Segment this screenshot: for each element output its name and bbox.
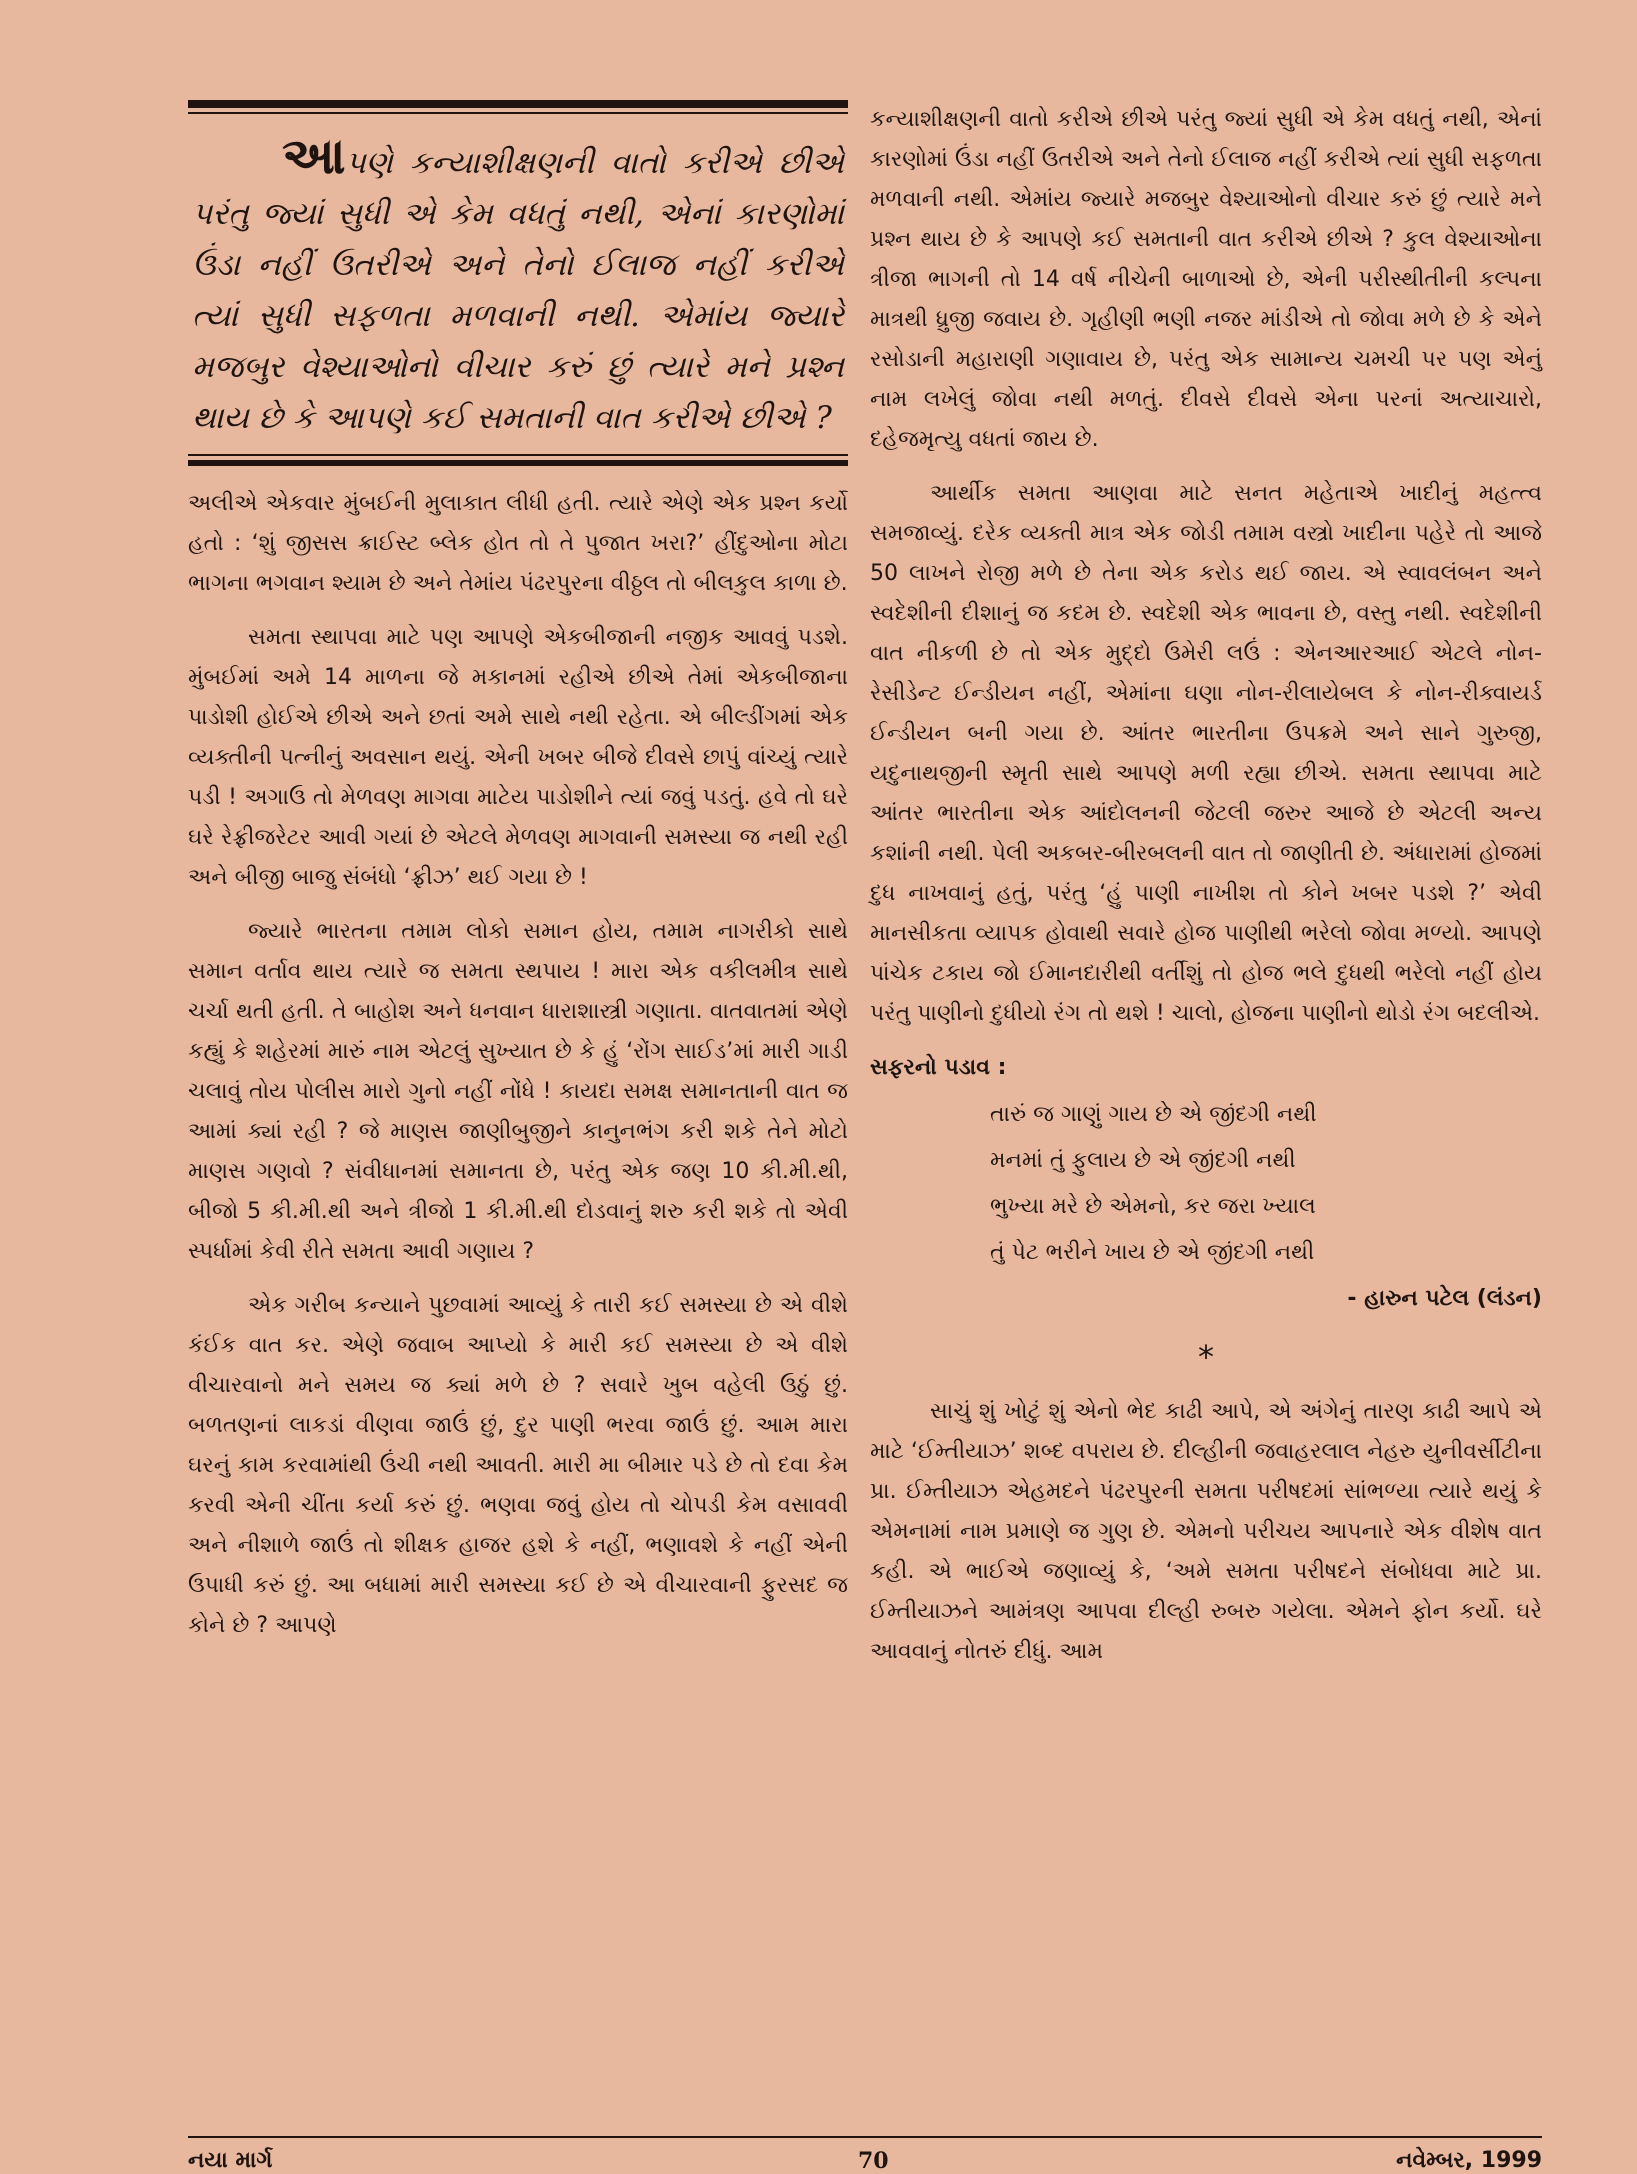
left-paragraph-1: અલીએ એકવાર મુંબઈની મુલાકાત લીધી હતી. ત્યારે એણે એક પ્રશ્ન કર્યો હતો : ‘શું જીસસ ક્રાઈસ્ટ બ્લેક હોત તો તે પુજાત ખરા?’ હીંદુઓના મોટા ભાગના ભગવાન શ્યામ છે અને તેમાંય પંઢરપુરના વીઠ્ઠલ તો બીલકુલ કાળા છે.: [188, 491, 848, 596]
footer-rule: [188, 2136, 1542, 2138]
footer-page-number: 70: [858, 2148, 889, 2174]
left-paragraph-4: એક ગરીબ કન્યાને પુછવામાં આવ્યું કે તારી કઈ સમસ્યા છે એ વીશે કંઈક વાત કર. એણે જવાબ આપ્યો કે મારી કઈ સમસ્યા છે એ વીશે વીચારવાનો મને સમય જ ક્યાં મળે છે ? સવારે ખુબ વહેલી ઉઠું છું. બળતણનાં લાકડાં વીણવા જાઉં છું, દુર પાણી ભરવા જાઉં છું. આમ મારા ઘરનું કામ કરવામાંથી ઉંચી નથી આવતી. મારી મા બીમાર પડે છે તો દવા કેમ કરવી એની ચીંતા કર્યા કરું છું. ભણવા જવું હોય તો ચોપડી કેમ વસાવવી અને નીશાળે જાઉં તો શીક્ષક હાજર હશે કે નહીં, ભણાવશે કે નહીં એની ઉપાધી કરું છું. આ બધામાં મારી સમસ્યા કઈ છે એ વીચારવાની ફુરસદ જ કોને છે ? આપણે: [188, 1293, 848, 1638]
footer-magazine-name: નયા માર્ગ: [188, 2148, 273, 2173]
poem-author: - હારુન પટેલ (લંડન): [1347, 1286, 1542, 1311]
right-paragraph-2: આર્થીક સમતા આણવા માટે સનત મહેતાએ ખાદીનું મહત્ત્વ સમજાવ્યું. દરેક વ્યક્તી માત્ર એક જોડી તમામ વસ્ત્રો ખાદીના પહેરે તો આજે 50 લાખને રોજી મળે છે તેના એક કરોડ થઈ જાય. એ સ્વાવલંબન અને સ્વદેશીની દીશાનું જ કદમ છે. સ્વદેશી એક ભાવના છે, વસ્તુ નથી. સ્વદેશીની વાત નીકળી છે તો એક મુદ્દો ઉમેરી લઉં : એનઆરઆઈ એટલે નોન-રેસીડેન્ટ ઈન્ડીયન નહીં, એમાંના ઘણા નોન-રીલાયેબલ કે નોન-રીક્વાયર્ડ ઈન્ડીયન બની ગયા છે. આંતર ભારતીના ઉપક્રમે અને સાને ગુરુજી, યદુનાથજીની સ્મૃતી સાથે આપણે મળી રહ્યા છીએ. સમતા સ્થાપવા માટે આંતર ભારતીના એક આંદોલનની જેટલી જરુર આજે છે એટલી અન્ય કશાંની નથી. પેલી અકબર-બીરબલની વાત તો જાણીતી છે. અંધારામાં હોજમાં દુધ નાખવાનું હતું, પરંતુ ‘હું પાણી નાખીશ તો કોને ખબર પડશે ?’ એવી માનસીકતા વ્યાપક હોવાથી સવારે હોજ પાણીથી ભરેલો જોવા મળ્યો. આપણે પાંચેક ટકાય જો ઈમાનદારીથી વર્તીશું તો હોજ ભલે દુધથી ભરેલો નહીં હોય પરંતુ પાણીનો દુધીયો રંગ તો થશે ! ચાલો, હોજના પાણીનો થોડો રંગ બદલીએ.: [870, 481, 1542, 1026]
poem-line: મનમાં તું ફુલાય છે એ જીંદગી નથી: [990, 1148, 1296, 1173]
pull-quote-top-thin-rule: [188, 112, 848, 114]
poem-line: તારું જ ગાણું ગાય છે એ જીંદગી નથી: [990, 1102, 1317, 1127]
poem-line: ભુખ્યા મરે છે એમનો, કર જરા ખ્યાલ: [990, 1194, 1316, 1219]
right-paragraph-3: સાચું શું ખોટું શું એનો ભેદ કાઢી આપે, એ અંગેનું તારણ કાઢી આપે એ માટે ‘ઈમ્તીયાઝ’ શબ્દ વપરાય છે. દીલ્હીની જવાહરલાલ નેહરુ યુનીવર્સીટીના પ્રા. ઈમ્તીયાઝ એહમદને પંઢરપુરની સમતા પરીષદમાં સાંભળ્યા ત્યારે થયું કે એમનામાં નામ પ્રમાણે જ ગુણ છે. એમનો પરીચય આપનારે એક વીશેષ વાત કહી. એ ભાઈએ જણાવ્યું કે, ‘અમે સમતા પરીષદને સંબોધવા માટે પ્રા. ઈમ્તીયાઝને આમંત્રણ આપવા દીલ્હી રુબરુ ગયેલા. એમને ફોન કર્યો. ઘરે આવવાનું નોતરું દીધું. આમ: [870, 1399, 1542, 1664]
left-column: [188, 100, 848, 1660]
left-paragraph-3: જ્યારે ભારતના તમામ લોકો સમાન હોય, તમામ નાગરીકો સાથે સમાન વર્તાવ થાય ત્યારે જ સમતા સ્થપાય ! મારા એક વકીલમીત્ર સાથે ચર્ચા થતી હતી. તે બાહોશ અને ધનવાન ધારાશાસ્ત્રી ગણાતા. વાતવાતમાં એણે કહ્યું કે શહેરમાં મારું નામ એટલું સુખ્યાત છે કે હું ‘રોંગ સાઈડ’માં મારી ગાડી ચલાવું તોય પોલીસ મારો ગુનો નહીં નોંધે ! કાયદા સમક્ષ સમાનતાની વાત જ આમાં ક્યાં રહી ? જે માણસ જાણીબુજીને કાનુનભંગ કરી શકે તેને મોટો માણસ ગણવો ? સંવીધાનમાં સમાનતા છે, પરંતુ એક જણ 10 કી.મી.થી, બીજો 5 કી.મી.થી અને ત્રીજો 1 કી.મી.થી દોડવાનું શરુ કરી શકે તો એવી સ્પર્ધામાં કેવી રીતે સમતા આવી ગણાય ?: [188, 919, 848, 1264]
poem-line: તું પેટ ભરીને ખાય છે એ જીંદગી નથી: [990, 1240, 1315, 1265]
pull-quote-top-rule: [188, 100, 848, 108]
pull-quote-bottom-rule: [188, 460, 848, 466]
pull-quote-dropcap: આ: [282, 126, 346, 185]
left-paragraph-2: સમતા સ્થાપવા માટે પણ આપણે એકબીજાની નજીક આવવું પડશે. મુંબઈમાં અમે 14 માળના જે મકાનમાં રહીએ છીએ તેમાં એકબીજાના પાડોશી હોઈએ છીએ અને છતાં અમે સાથે નથી રહેતા. એ બીલ્ડીંગમાં એક વ્યક્તીની પત્નીનું અવસાન થયું. એની ખબર બીજે દીવસે છાપું વાંચ્યું ત્યારે પડી ! અગાઉ તો મેળવણ માગવા માટેય પાડોશીને ત્યાં જવું પડતું. હવે તો ઘરે ઘરે રેફ્રીજરેટર આવી ગયાં છે એટલે મેળવણ માગવાની સમસ્યા જ નથી રહી અને બીજી બાજુ સંબંધો ‘ફ્રીઝ’ થઈ ગયા છે !: [188, 625, 848, 890]
pull-quote-bottom-thin-rule: [188, 454, 848, 456]
section-heading: સફરનો પડાવ :: [870, 1055, 1007, 1080]
pull-quote-text: પણે કન્યાશીક્ષણની વાતો કરીએ છીએ પરંતુ જ્યાં સુધી એ કેમ વધતું નથી, એનાં કારણોમાં ઉંડા નહીં ઉતરીએ અને તેનો ઈલાજ નહીં કરીએ ત્યાં સુધી સફળતા મળવાની નથી. એમાંય જ્યારે મજબુર વેશ્યાઓનો વીચાર કરું છું ત્યારે મને પ્રશ્ન થાય છે કે આપણે કઈ સમતાની વાત કરીએ છીએ ?: [192, 145, 844, 436]
right-paragraph-1: કન્યાશીક્ષણની વાતો કરીએ છીએ પરંતુ જ્યાં સુધી એ કેમ વધતું નથી, એનાં કારણોમાં ઉંડા નહીં ઉતરીએ અને તેનો ઈલાજ નહીં કરીએ ત્યાં સુધી સફળતા મળવાની નથી. એમાંય જ્યારે મજબુર વેશ્યાઓનો વીચાર કરું છું ત્યારે મને પ્રશ્ન થાય છે કે આપણે કઈ સમતાની વાત કરીએ છીએ ? કુલ વેશ્યાઓના ત્રીજા ભાગની તો 14 વર્ષ નીચેની બાળાઓ છે, એની પરીસ્થીતીની કલ્પના માત્રથી ધ્રુજી જવાય છે. ગૃહીણી ભણી નજર માંડીએ તો જોવા મળે છે કે એને રસોડાની મહારાણી ગણાવાય છે, પરંતુ એક સામાન્ય ચમચી પર પણ એનું નામ લખેલું જોવા નથી મળતું. દીવસે દીવસે એના પરનાં અત્યાચારો, દહેજમૃત્યુ વધતાં જાય છે.: [870, 107, 1542, 452]
footer-issue-date: નવેમ્બર, 1999: [1396, 2148, 1542, 2173]
pull-quote: [188, 126, 848, 444]
poem: [990, 1092, 1542, 1276]
separator-star: *: [1198, 1338, 1214, 1376]
right-column: [870, 100, 1542, 1686]
